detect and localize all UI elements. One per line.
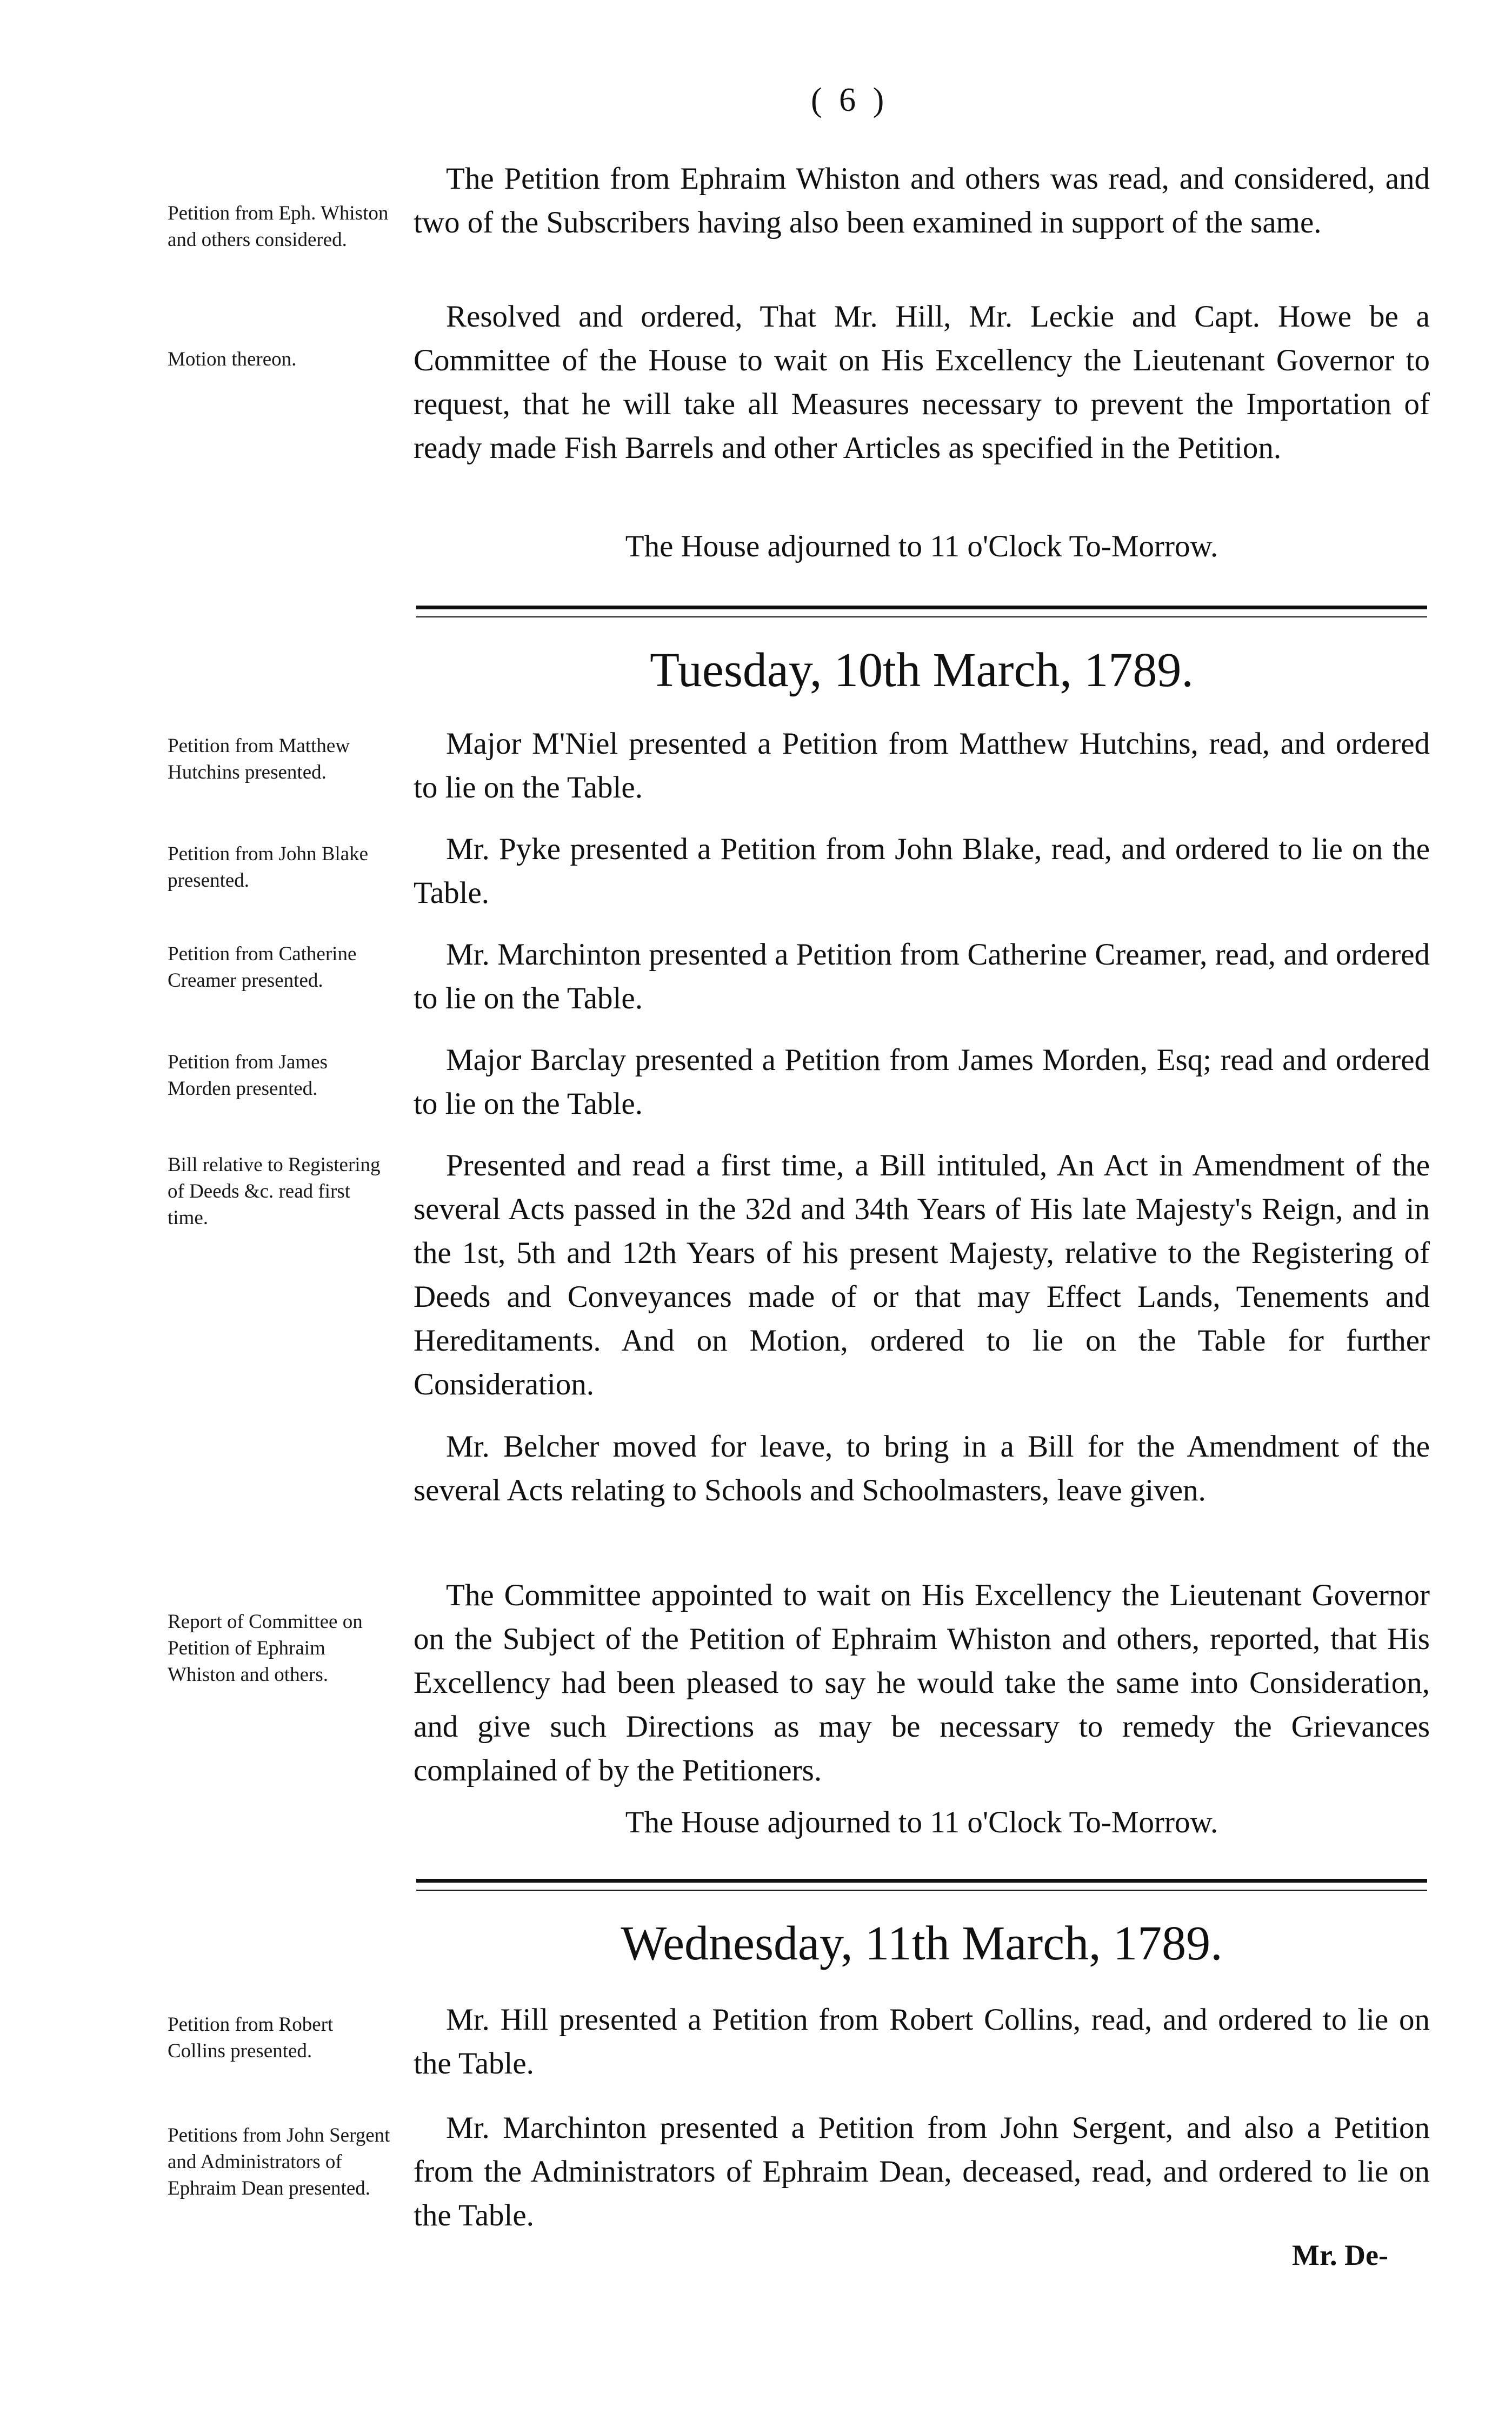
date-heading-wednesday: Wednesday, 11th March, 1789. [621,1917,1223,1970]
margin-note-hutchins: Petition from Matthew Hutchins presented. [168,735,350,783]
paragraph-sergent-dean: Mr. Marchinton presented a Petition from John Sergent, and also a Petition from the Administrators of Ephraim Dean, deceased, read, and ordered to lie on the Table. [414,2111,1430,2232]
adjournment-2: The House adjourned to 11 o'Clock To-Morrow. [625,1805,1218,1839]
paragraph-hutchins: Major M'Niel presented a Petition from Matthew Hutchins, read, and ordered to lie on the Table. [414,727,1430,805]
margin-note-blake: Petition from John Blake presented. [168,843,368,892]
margin-note-whiston-considered: Petition from Eph. Whiston and others considered. [168,202,389,251]
paragraph-whiston-petition: The Petition from Ephraim Whiston and others was read, and considered, and two of the Subscribers having also been examined in support of the same. [414,162,1430,240]
section-rule-1-thin [416,616,1427,617]
margin-note-morden: Petition from James Morden presented. [168,1051,328,1100]
paragraph-blake: Mr. Pyke presented a Petition from John Blake, read, and ordered to lie on the Table. [414,832,1430,910]
margin-note-collins: Petition from Robert Collins presented. [168,2013,334,2062]
margin-note-deeds-bill: Bill relative to Registering of Deeds &c. read first time. [168,1154,381,1229]
section-rule-1 [416,606,1427,609]
margin-note-creamer: Petition from Catherine Creamer presented. [168,943,357,992]
section-rule-2-thin [416,1890,1427,1891]
paragraph-collins: Mr. Hill presented a Petition from Robert Collins, read, and ordered to lie on the Table. [414,2003,1430,2081]
date-heading-tuesday: Tuesday, 10th March, 1789. [650,643,1194,697]
paragraph-morden: Major Barclay presented a Petition from James Morden, Esq; read and ordered to lie on the Table. [414,1043,1430,1121]
section-rule-2 [416,1879,1427,1883]
adjournment-1: The House adjourned to 11 o'Clock To-Morrow. [625,529,1218,563]
page-number: ( 6 ) [811,82,889,118]
paragraph-committee-report: The Committee appointed to wait on His Excellency the Lieutenant Governor on the Subject of the Petition of Ephraim Whiston and others, reported, that His Excellency had been pleased to say he would take the same into Consideration, and give such Directions as may be necessary to remedy the Grievances complained of by the Petitioners. [414,1578,1430,1787]
margin-note-committee-report: Report of Committee on Petition of Ephraim Whiston and others. [168,1611,363,1686]
paragraph-resolved-committee: Resolved and ordered, That Mr. Hill, Mr. Leckie and Capt. Howe be a Committee of the House to wait on His Excellency the Lieutenant Governor to request, that he will take all Measures necessary to prevent the Importation of ready made Fish Barrels and other Articles as specified in the Petition. [414,300,1430,465]
catchword: Mr. De- [1292,2239,1388,2271]
paragraph-creamer: Mr. Marchinton presented a Petition from Catherine Creamer, read, and ordered to lie on the Table. [414,938,1430,1015]
paragraph-deeds-bill: Presented and read a first time, a Bill intituled, An Act in Amendment of the several Acts passed in the 32d and 34th Years of His late Majesty's Reign, and in the 1st, 5th and 12th Years of his present Majesty, relative to the Registering of Deeds and Conveyances made of or that may Effect Lands, Tenements and Hereditaments. And on Motion, ordered to lie on the Table for further Consideration. [414,1148,1430,1401]
margin-note-motion-thereon: Motion thereon. [168,348,297,370]
margin-note-sergent-dean: Petitions from John Sergent and Administrators of Ephraim Dean presented. [168,2124,390,2199]
paragraph-schools-bill: Mr. Belcher moved for leave, to bring in a Bill for the Amendment of the several Acts relating to Schools and Schoolmasters, leave given. [414,1430,1430,1507]
